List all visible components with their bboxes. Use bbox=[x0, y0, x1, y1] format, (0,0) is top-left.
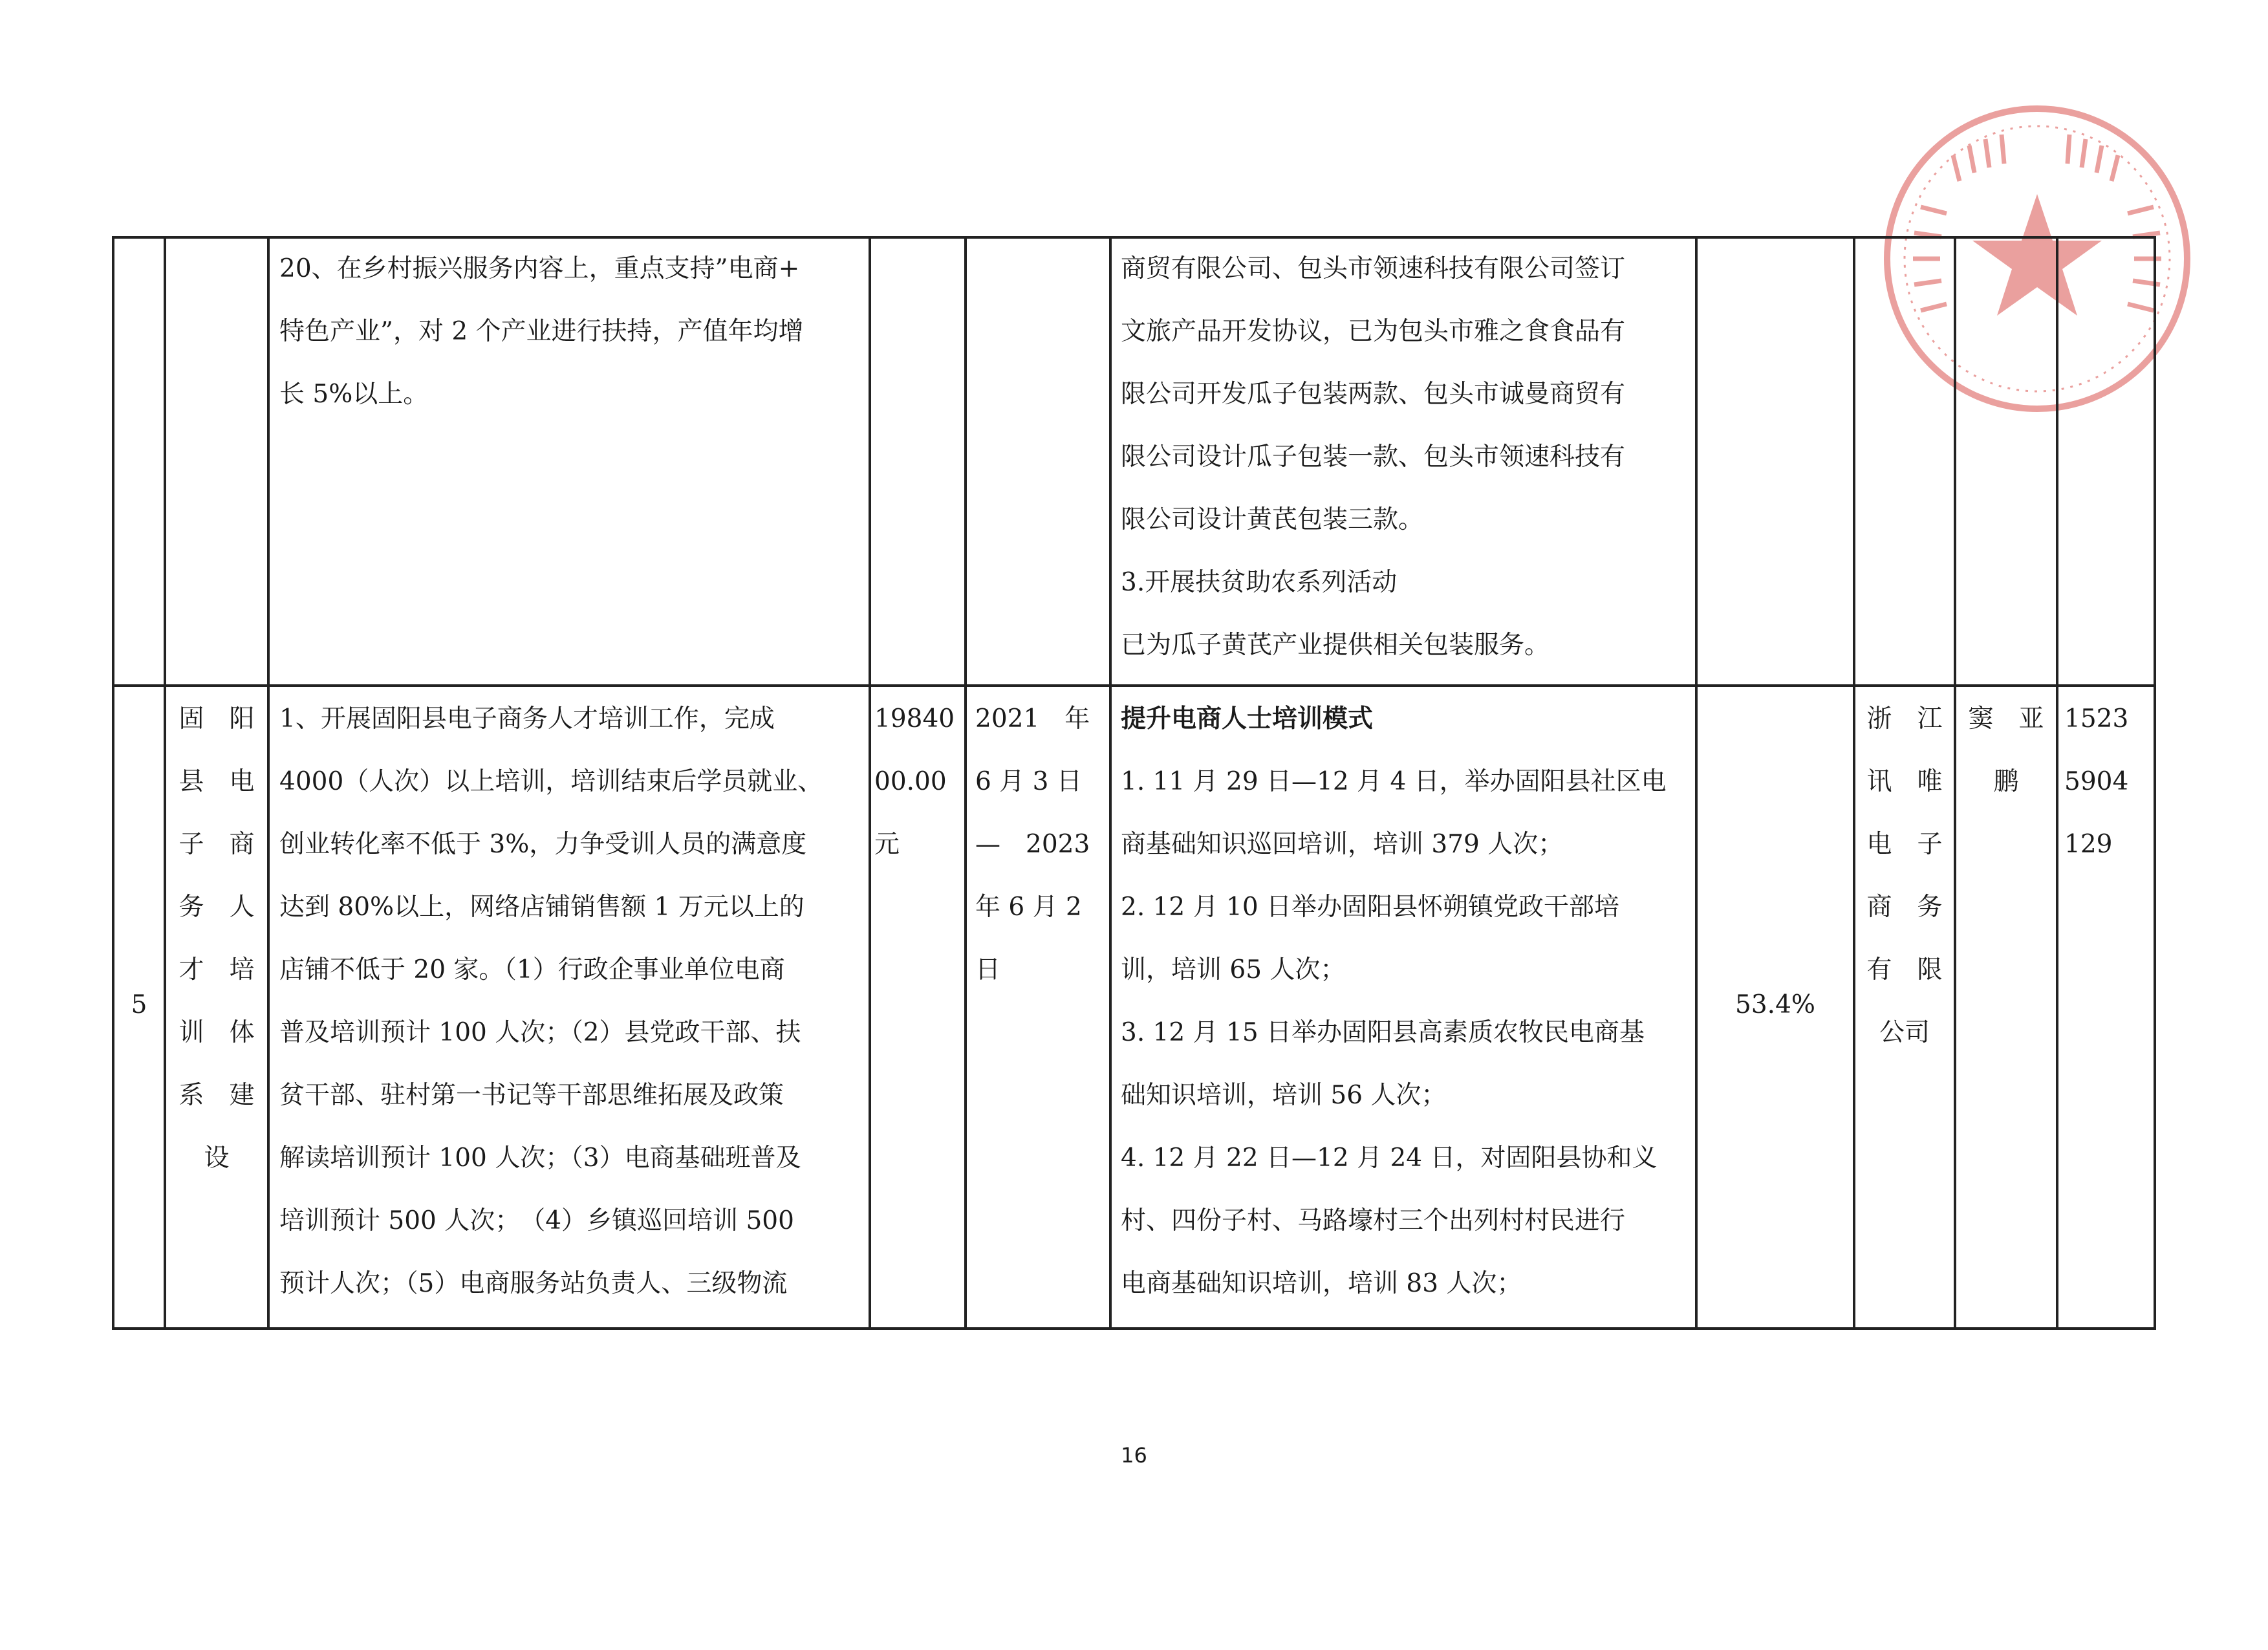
row2-contact-cell bbox=[1958, 688, 2054, 813]
row1-progress-line: 限公司设计黄芪包装三款。 bbox=[1121, 505, 1424, 534]
project-name-line: 子 商 bbox=[178, 830, 255, 859]
row2-project-cell bbox=[169, 688, 264, 1189]
row2-content-cell bbox=[279, 688, 865, 1315]
row2-number-cell bbox=[113, 973, 165, 1036]
company-line: 电 子 bbox=[1866, 830, 1943, 859]
row2-progress-line: 1. 11 月 29 日—12 月 4 日，举办固阳县社区电 bbox=[1121, 767, 1667, 796]
row1-progress-cell bbox=[1121, 237, 1691, 677]
phone-line: 129 bbox=[2064, 830, 2113, 859]
row2-period-cell bbox=[975, 688, 1106, 1001]
amount-line: 00.00 bbox=[874, 767, 947, 796]
row2-content-line: 达到 80%以上，网络店铺销售额 1 万元以上的 bbox=[279, 893, 805, 922]
row1-content-line: 长 5%以上。 bbox=[279, 380, 429, 409]
row2-company-cell bbox=[1857, 688, 1952, 1064]
row1-content-cell bbox=[279, 237, 865, 426]
row1-progress-line: 3.开展扶贫助农系列活动 bbox=[1121, 568, 1398, 597]
amount-line: 19840 bbox=[874, 704, 955, 733]
row2-progress-line: 商基础知识巡回培训，培训 379 人次； bbox=[1121, 830, 1564, 859]
row2-content-line: 普及培训预计 100 人次；（2）县党政干部、扶 bbox=[279, 1018, 801, 1047]
period-line: 年 6 月 2 bbox=[975, 893, 1082, 922]
period-line: — 2023 bbox=[975, 830, 1090, 859]
phone-line: 5904 bbox=[2064, 767, 2129, 796]
page-number: 16 bbox=[1121, 1443, 1147, 1468]
row1-content-line: 20、在乡村振兴服务内容上，重点支持”电商+ bbox=[279, 254, 800, 283]
phone-line: 1523 bbox=[2064, 704, 2129, 733]
row-number: 5 bbox=[131, 990, 147, 1019]
period-line: 2021 年 bbox=[975, 704, 1090, 733]
row2-content-line: 预计人次；（5）电商服务站负责人、三级物流 bbox=[279, 1269, 788, 1298]
project-name-line: 训 体 bbox=[178, 1018, 255, 1047]
row2-content-line: 1、开展固阳县电子商务人才培训工作，完成 bbox=[279, 704, 775, 733]
period-line: 6 月 3 日 bbox=[975, 767, 1082, 796]
row2-progress-line: 2. 12 月 10 日举办固阳县怀朔镇党政干部培 bbox=[1121, 893, 1620, 922]
row2-rate-cell bbox=[1696, 973, 1854, 1036]
row2-progress-line: 村、四份子村、马路壕村三个出列村村民进行 bbox=[1121, 1206, 1626, 1235]
row1-progress-line: 限公司开发瓜子包装两款、包头市诚曼商贸有 bbox=[1121, 380, 1626, 409]
row1-progress-line: 商贸有限公司、包头市领速科技有限公司签订 bbox=[1121, 254, 1626, 283]
row2-content-line: 解读培训预计 100 人次；（3）电商基础班普及 bbox=[279, 1144, 801, 1173]
project-name-line: 县 电 bbox=[178, 767, 255, 796]
row2-content-line: 培训预计 500 人次； （4）乡镇巡回培训 500 bbox=[279, 1206, 794, 1235]
company-line: 浙 江 bbox=[1866, 704, 1943, 733]
row2-progress-line: 3. 12 月 15 日举办固阳县高素质农牧民电商基 bbox=[1121, 1018, 1645, 1047]
project-name-line: 固 阳 bbox=[178, 704, 255, 733]
row2-progress-cell bbox=[1121, 688, 1691, 1315]
row1-progress-line: 文旅产品开发协议，已为包头市雅之食食品有 bbox=[1121, 317, 1626, 346]
contact-line: 窦 亚 bbox=[1968, 704, 2044, 733]
project-name-line: 系 建 bbox=[178, 1081, 255, 1110]
company-line: 有 限 bbox=[1866, 955, 1943, 984]
completion-rate: 53.4% bbox=[1735, 990, 1815, 1019]
company-line: 公司 bbox=[1879, 1018, 1930, 1047]
project-name-line: 务 人 bbox=[178, 893, 255, 922]
amount-line: 元 bbox=[874, 830, 900, 859]
row1-progress-line: 限公司设计瓜子包装一款、包头市领速科技有 bbox=[1121, 442, 1626, 472]
contact-line: 鹏 bbox=[1993, 767, 2019, 796]
project-name-line: 设 bbox=[204, 1144, 230, 1173]
row2-content-line: 贫干部、驻村第一书记等干部思维拓展及政策 bbox=[279, 1081, 784, 1110]
row2-progress-line: 电商基础知识培训，培训 83 人次； bbox=[1121, 1269, 1522, 1298]
row2-progress-line: 4. 12 月 22 日—12 月 24 日，对固阳县协和义 bbox=[1121, 1144, 1658, 1173]
row2-content-line: 创业转化率不低于 3%，力争受训人员的满意度 bbox=[279, 830, 807, 859]
company-line: 讯 唯 bbox=[1866, 767, 1943, 796]
row1-content-line: 特色产业”，对 2 个产业进行扶持，产值年均增 bbox=[279, 317, 804, 346]
row2-progress-line: 础知识培训，培训 56 人次； bbox=[1121, 1081, 1447, 1110]
company-line: 商 务 bbox=[1866, 893, 1943, 922]
row2-content-line: 店铺不低于 20 家。（1）行政企事业单位电商 bbox=[279, 955, 785, 984]
row1-progress-line: 已为瓜子黄芪产业提供相关包装服务。 bbox=[1121, 631, 1550, 660]
row2-content-line: 4000（人次）以上培训，培训结束后学员就业、 bbox=[279, 767, 823, 796]
project-name-line: 才 培 bbox=[178, 955, 255, 984]
period-line: 日 bbox=[975, 955, 1001, 984]
row2-amount-cell bbox=[874, 688, 962, 876]
progress-heading: 提升电商人士培训模式 bbox=[1121, 704, 1374, 733]
row2-phone-cell bbox=[2064, 688, 2152, 876]
row2-progress-line: 训，培训 65 人次； bbox=[1121, 955, 1346, 984]
